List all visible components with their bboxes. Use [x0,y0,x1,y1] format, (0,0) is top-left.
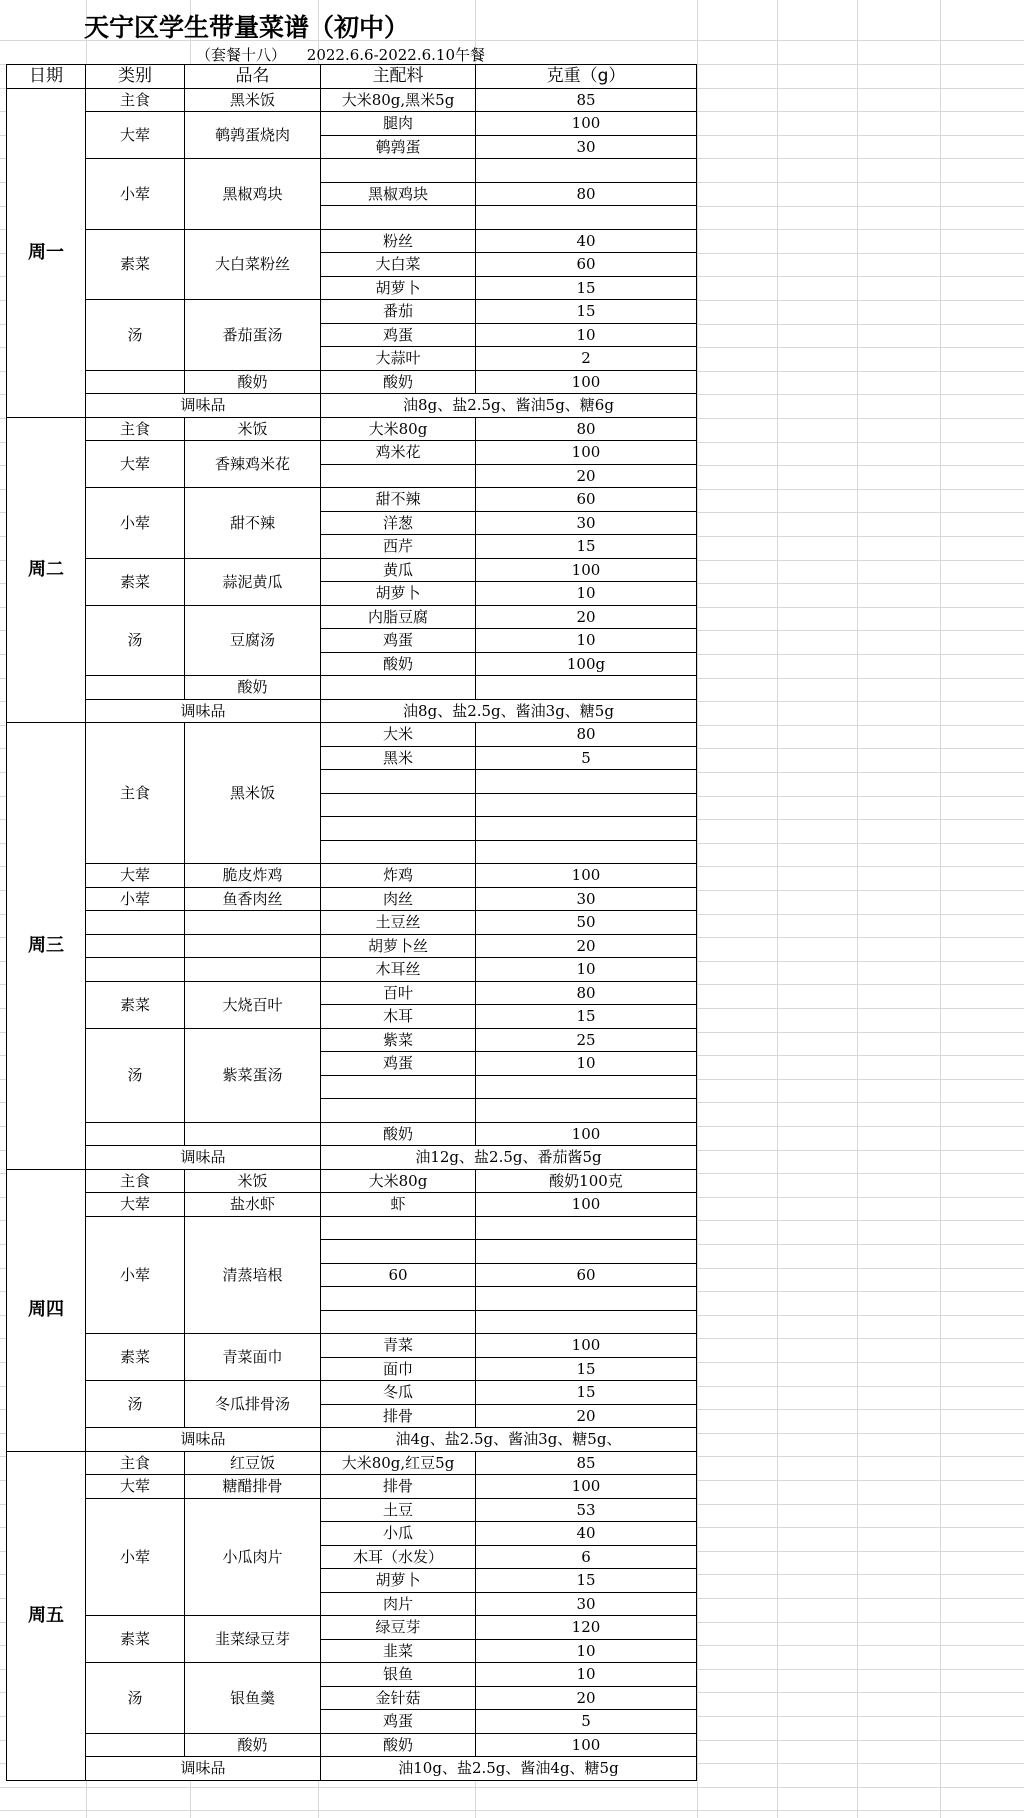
weight-cell [476,676,697,700]
weight-cell: 80 [476,981,697,1005]
gridline [0,1787,1024,1788]
dish-cell: 黑米饭 [185,723,321,864]
menu-period: 2022.6.6-2022.6.10午餐 [306,46,486,64]
ingredient-cell: 大米 [321,723,476,747]
weight-cell [476,1310,697,1334]
ingredient-cell: 大米80g [321,1169,476,1193]
weight-cell: 100 [476,1122,697,1146]
ingredient-cell: 黑米 [321,746,476,770]
weight-cell: 85 [476,1451,697,1475]
table-row [7,887,697,911]
table-row [7,1616,697,1640]
ingredient-cell: 胡萝卜丝 [321,934,476,958]
ingredient-cell: 鸡蛋 [321,629,476,653]
ingredient-cell [321,464,476,488]
table-row [7,1193,697,1217]
category-cell: 主食 [86,88,185,112]
category-cell: 素菜 [86,981,185,1028]
set-name: （套餐十八） [196,46,287,64]
seasoning-row [7,1428,697,1452]
menu-body [7,88,697,1780]
dish-cell: 米饭 [185,1169,321,1193]
weight-cell [476,1216,697,1240]
ingredient-cell [321,1240,476,1264]
table-row [7,1028,697,1052]
seasoning-value: 油8g、盐2.5g、酱油3g、糖5g [321,699,697,723]
weight-cell: 30 [476,887,697,911]
weight-cell: 85 [476,88,697,112]
seasoning-label: 调味品 [86,394,321,418]
ingredient-cell: 大米80g [321,417,476,441]
dish-cell: 黑米饭 [185,88,321,112]
ingredient-cell [321,1075,476,1099]
seasoning-row [7,1146,697,1170]
ingredient-cell: 排骨 [321,1475,476,1499]
weight-cell [476,1099,697,1123]
weight-cell: 2 [476,347,697,371]
seasoning-label: 调味品 [86,1428,321,1452]
ingredient-cell: 西芹 [321,535,476,559]
ingredient-cell: 鸡米花 [321,441,476,465]
day-cell: 周四 [7,1169,86,1451]
dish-cell: 冬瓜排骨汤 [185,1381,321,1428]
header-weight: 克重（g） [476,65,697,89]
ingredient-cell: 胡萝卜 [321,276,476,300]
category-cell [86,1122,185,1146]
weight-cell [476,1075,697,1099]
weight-cell [476,1287,697,1311]
category-cell: 主食 [86,1451,185,1475]
weight-cell [476,770,697,794]
seasoning-value: 油4g、盐2.5g、酱油3g、糖5g、 [321,1428,697,1452]
ingredient-cell: 60 [321,1263,476,1287]
dish-cell: 糖醋排骨 [185,1475,321,1499]
dish-cell: 紫菜蛋汤 [185,1028,321,1122]
ingredient-cell: 炸鸡 [321,864,476,888]
ingredient-cell: 黑椒鸡块 [321,182,476,206]
weight-cell: 100 [476,370,697,394]
ingredient-cell: 粉丝 [321,229,476,253]
weight-cell: 80 [476,723,697,747]
seasoning-label: 调味品 [86,699,321,723]
ingredient-cell: 大白菜 [321,253,476,277]
ingredient-cell: 百叶 [321,981,476,1005]
category-cell: 主食 [86,723,185,864]
weight-cell: 10 [476,582,697,606]
category-cell [86,958,185,982]
weight-cell: 5 [476,746,697,770]
dish-cell: 米饭 [185,417,321,441]
weight-cell: 60 [476,253,697,277]
category-cell: 汤 [86,1028,185,1122]
weight-cell [476,159,697,183]
table-row [7,88,697,112]
dish-cell [185,958,321,982]
table-row [7,1498,697,1522]
table-row [7,723,697,747]
ingredient-cell: 洋葱 [321,511,476,535]
gridline [777,0,778,1818]
gridline [857,0,858,1818]
ingredient-cell: 木耳 [321,1005,476,1029]
ingredient-cell: 青菜 [321,1334,476,1358]
ingredient-cell: 肉丝 [321,887,476,911]
table-row [7,159,697,183]
ingredient-cell: 木耳（水发） [321,1545,476,1569]
table-row [7,229,697,253]
ingredient-cell: 鹌鹑蛋 [321,135,476,159]
day-cell: 周一 [7,88,86,417]
ingredient-cell: 金针菇 [321,1686,476,1710]
menu-table [6,64,697,1781]
ingredient-cell [321,770,476,794]
weight-cell: 10 [476,629,697,653]
category-cell [86,370,185,394]
category-cell: 小荤 [86,887,185,911]
table-row [7,1381,697,1405]
ingredient-cell: 胡萝卜 [321,1569,476,1593]
dish-cell: 番茄蛋汤 [185,300,321,371]
weight-cell: 15 [476,276,697,300]
dish-cell: 香辣鸡米花 [185,441,321,488]
seasoning-label: 调味品 [86,1146,321,1170]
table-row [7,558,697,582]
table-row [7,1475,697,1499]
ingredient-cell: 绿豆芽 [321,1616,476,1640]
weight-cell: 10 [476,958,697,982]
dish-cell: 大白菜粉丝 [185,229,321,300]
header-dish: 品名 [185,65,321,89]
ingredient-cell: 内脂豆腐 [321,605,476,629]
dish-cell: 银鱼羹 [185,1663,321,1734]
weight-cell: 25 [476,1028,697,1052]
table-row [7,300,697,324]
table-row [7,488,697,512]
dish-cell [185,911,321,935]
ingredient-cell: 黄瓜 [321,558,476,582]
table-row [7,112,697,136]
gridline [0,1810,1024,1811]
weight-cell: 15 [476,1381,697,1405]
weight-cell: 30 [476,1592,697,1616]
category-cell: 大荤 [86,1475,185,1499]
weight-cell: 10 [476,323,697,347]
dish-cell: 酸奶 [185,676,321,700]
table-row [7,370,697,394]
seasoning-row [7,1757,697,1781]
ingredient-cell [321,817,476,841]
menu-subtitle [196,44,501,65]
dish-cell: 豆腐汤 [185,605,321,676]
category-cell: 汤 [86,605,185,676]
ingredient-cell: 鸡蛋 [321,323,476,347]
ingredient-cell: 面巾 [321,1357,476,1381]
weight-cell: 100 [476,1733,697,1757]
ingredient-cell: 胡萝卜 [321,582,476,606]
ingredient-cell: 大蒜叶 [321,347,476,371]
dish-cell: 大烧百叶 [185,981,321,1028]
ingredient-cell: 酸奶 [321,1122,476,1146]
table-row [7,1451,697,1475]
gridline [940,0,941,1818]
weight-cell: 100 [476,558,697,582]
table-row [7,958,697,982]
category-cell [86,1733,185,1757]
weight-cell: 100 [476,1334,697,1358]
weight-cell: 30 [476,135,697,159]
category-cell: 素菜 [86,558,185,605]
weight-cell [476,793,697,817]
category-cell: 大荤 [86,864,185,888]
ingredient-cell: 鸡蛋 [321,1052,476,1076]
weight-cell: 10 [476,1663,697,1687]
dish-cell [185,934,321,958]
table-row [7,1216,697,1240]
weight-cell: 80 [476,182,697,206]
dish-cell: 脆皮炸鸡 [185,864,321,888]
table-row [7,1334,697,1358]
weight-cell: 53 [476,1498,697,1522]
ingredient-cell: 韭菜 [321,1639,476,1663]
category-cell: 大荤 [86,441,185,488]
category-cell: 素菜 [86,229,185,300]
weight-cell: 100 [476,864,697,888]
weight-cell: 5 [476,1710,697,1734]
seasoning-label: 调味品 [86,1757,321,1781]
dish-cell: 韭菜绿豆芽 [185,1616,321,1663]
day-cell: 周五 [7,1451,86,1780]
weight-cell: 20 [476,464,697,488]
header-category: 类别 [86,65,185,89]
category-cell: 主食 [86,1169,185,1193]
ingredient-cell [321,840,476,864]
header-row [7,65,697,89]
weight-cell: 100 [476,1193,697,1217]
weight-cell: 20 [476,605,697,629]
dish-cell: 酸奶 [185,370,321,394]
day-cell: 周三 [7,723,86,1170]
weight-cell: 20 [476,1686,697,1710]
weight-cell: 酸奶100克 [476,1169,697,1193]
ingredient-cell: 紫菜 [321,1028,476,1052]
weight-cell: 10 [476,1639,697,1663]
category-cell: 小荤 [86,488,185,559]
ingredient-cell: 木耳丝 [321,958,476,982]
weight-cell: 50 [476,911,697,935]
category-cell: 主食 [86,417,185,441]
dish-cell: 鹌鹑蛋烧肉 [185,112,321,159]
weight-cell: 20 [476,1404,697,1428]
category-cell [86,676,185,700]
dish-cell: 红豆饭 [185,1451,321,1475]
ingredient-cell: 鸡蛋 [321,1710,476,1734]
weight-cell [476,817,697,841]
page-title: 天宁区学生带量菜谱（初中） [84,13,410,42]
table-row [7,441,697,465]
weight-cell: 10 [476,1052,697,1076]
category-cell: 汤 [86,1663,185,1734]
ingredient-cell [321,1099,476,1123]
ingredient-cell: 番茄 [321,300,476,324]
dish-cell: 甜不辣 [185,488,321,559]
weight-cell [476,840,697,864]
weight-cell: 15 [476,1357,697,1381]
header-date: 日期 [7,65,86,89]
category-cell [86,911,185,935]
ingredient-cell: 虾 [321,1193,476,1217]
category-cell: 大荤 [86,1193,185,1217]
weight-cell: 15 [476,1569,697,1593]
category-cell: 小荤 [86,1498,185,1616]
ingredient-cell: 土豆 [321,1498,476,1522]
weight-cell: 40 [476,229,697,253]
weight-cell: 30 [476,511,697,535]
table-row [7,605,697,629]
category-cell: 素菜 [86,1334,185,1381]
table-row [7,1663,697,1687]
weight-cell: 60 [476,1263,697,1287]
gridline [697,0,698,1818]
ingredient-cell [321,1216,476,1240]
category-cell: 汤 [86,300,185,371]
dish-cell: 盐水虾 [185,1193,321,1217]
table-row [7,934,697,958]
ingredient-cell: 大米80g,红豆5g [321,1451,476,1475]
weight-cell: 80 [476,417,697,441]
seasoning-row [7,699,697,723]
weight-cell: 120 [476,1616,697,1640]
ingredient-cell: 酸奶 [321,370,476,394]
ingredient-cell [321,1310,476,1334]
ingredient-cell: 腿肉 [321,112,476,136]
table-row [7,864,697,888]
weight-cell: 100 [476,112,697,136]
category-cell: 汤 [86,1381,185,1428]
category-cell: 小荤 [86,1216,185,1334]
weight-cell: 20 [476,934,697,958]
table-row [7,1169,697,1193]
weight-cell: 15 [476,535,697,559]
weight-cell: 40 [476,1522,697,1546]
seasoning-value: 油10g、盐2.5g、酱油4g、糖5g [321,1757,697,1781]
ingredient-cell: 排骨 [321,1404,476,1428]
weight-cell [476,206,697,230]
ingredient-cell [321,676,476,700]
weight-cell: 100 [476,1475,697,1499]
table-row [7,981,697,1005]
ingredient-cell: 小瓜 [321,1522,476,1546]
dish-cell: 清蒸培根 [185,1216,321,1334]
dish-cell: 蒜泥黄瓜 [185,558,321,605]
ingredient-cell [321,793,476,817]
ingredient-cell: 酸奶 [321,652,476,676]
ingredient-cell [321,206,476,230]
seasoning-row [7,394,697,418]
dish-cell: 黑椒鸡块 [185,159,321,230]
weight-cell: 15 [476,1005,697,1029]
ingredient-cell: 大米80g,黑米5g [321,88,476,112]
table-row [7,911,697,935]
weight-cell: 60 [476,488,697,512]
weight-cell: 6 [476,1545,697,1569]
category-cell [86,934,185,958]
ingredient-cell: 肉片 [321,1592,476,1616]
ingredient-cell [321,1287,476,1311]
ingredient-cell: 银鱼 [321,1663,476,1687]
category-cell: 小荤 [86,159,185,230]
header-ingredients: 主配料 [321,65,476,89]
day-cell: 周二 [7,417,86,723]
table-row [7,676,697,700]
dish-cell: 鱼香肉丝 [185,887,321,911]
ingredient-cell: 酸奶 [321,1733,476,1757]
seasoning-value: 油8g、盐2.5g、酱油5g、糖6g [321,394,697,418]
ingredient-cell [321,159,476,183]
weight-cell: 100g [476,652,697,676]
category-cell: 大荤 [86,112,185,159]
dish-cell: 酸奶 [185,1733,321,1757]
dish-cell: 青菜面巾 [185,1334,321,1381]
seasoning-value: 油12g、盐2.5g、番茄酱5g [321,1146,697,1170]
weight-cell: 100 [476,441,697,465]
ingredient-cell: 土豆丝 [321,911,476,935]
category-cell: 素菜 [86,1616,185,1663]
dish-cell [185,1122,321,1146]
dish-cell: 小瓜肉片 [185,1498,321,1616]
weight-cell [476,1240,697,1264]
ingredient-cell: 冬瓜 [321,1381,476,1405]
weight-cell: 15 [476,300,697,324]
table-row [7,417,697,441]
ingredient-cell: 甜不辣 [321,488,476,512]
table-row [7,1122,697,1146]
table-row [7,1733,697,1757]
